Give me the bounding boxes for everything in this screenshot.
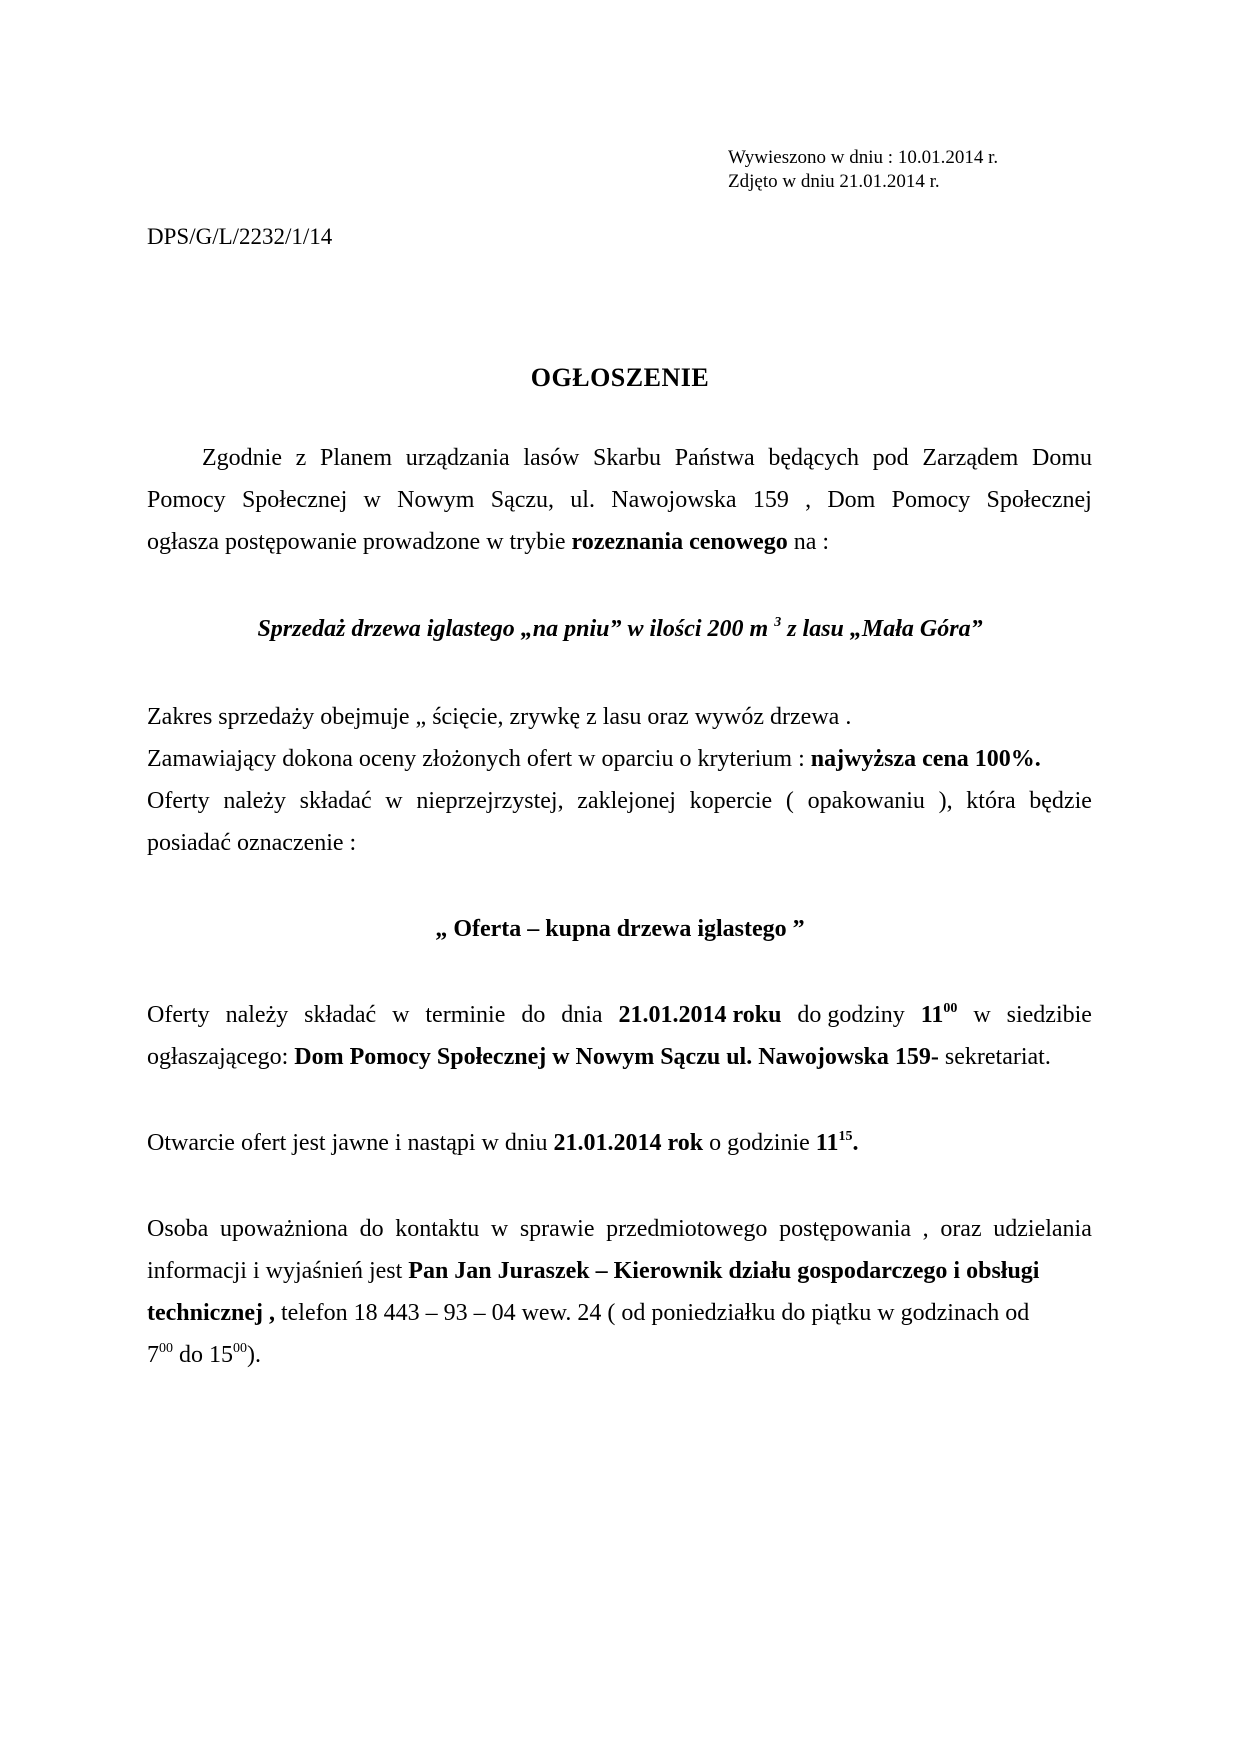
word: upoważniona — [219, 1216, 348, 1242]
opening-text: Otwarcie ofert jest jawne i nastąpi w dniu — [147, 1130, 554, 1156]
word: opakowaniu — [807, 788, 925, 814]
deadline-text-end: sekretariat. — [938, 1044, 1051, 1070]
hours-end: ). — [247, 1342, 261, 1368]
minute-superscript: 00 — [943, 1001, 958, 1016]
word: Pomocy — [147, 487, 226, 513]
word: w — [392, 1002, 410, 1028]
deadline-hour — [921, 1000, 958, 1030]
word: w — [363, 487, 381, 513]
contact-department-end: technicznej , — [147, 1300, 275, 1326]
contact-text: informacji i wyjaśnień jest — [147, 1258, 409, 1284]
word: należy — [223, 788, 286, 814]
contact-line-2 — [147, 1256, 1039, 1286]
intro-line-3 — [147, 527, 829, 557]
word: , — [805, 487, 812, 513]
word: Skarbu — [593, 445, 661, 471]
word: w — [490, 1216, 509, 1242]
word: 159 — [752, 487, 789, 513]
subject-superscript: 3 — [774, 615, 782, 630]
hours-from: 7 — [147, 1342, 159, 1368]
word: Społecznej — [986, 487, 1092, 513]
hour-value: 11 — [920, 1002, 944, 1028]
subject-text-end: z lasu „Mała Góra” — [781, 616, 983, 642]
contact-phone: telefon 18 443 – 93 – 04 wew. 24 ( od poniedziałku do piątku w godzinach od — [274, 1300, 1030, 1326]
scope-line-2 — [147, 744, 1041, 774]
scope-line-3 — [147, 786, 1092, 816]
word: siedzibie — [1006, 1002, 1092, 1028]
contact-line-1 — [147, 1214, 1092, 1244]
word: składać — [304, 1002, 377, 1028]
word: pod — [872, 445, 909, 471]
word: nieprzejrzystej, — [416, 788, 564, 814]
word: zaklejonej — [577, 788, 676, 814]
word: oraz — [940, 1216, 982, 1242]
deadline-line-1 — [147, 1000, 1092, 1030]
document-title: OGŁOSZENIE — [530, 363, 710, 392]
word: Nowym — [397, 487, 475, 513]
period: . — [852, 1130, 859, 1156]
word: dnia — [561, 1002, 603, 1028]
opening-hour — [816, 1130, 859, 1156]
procedure-type: rozeznania cenowego — [571, 529, 788, 555]
word: Oferty — [147, 1002, 210, 1028]
word: ul. — [570, 487, 595, 513]
word: Osoba — [147, 1216, 209, 1242]
word: ), — [938, 788, 953, 814]
word: Pomocy — [891, 487, 971, 513]
deadline-line-2 — [147, 1042, 1051, 1072]
sale-subject — [0, 616, 1240, 643]
deadline-text: ogłaszającego: — [147, 1044, 295, 1070]
word: Sączu, — [490, 487, 555, 513]
word: kopercie — [689, 788, 773, 814]
word: , — [922, 1216, 929, 1242]
deadline-hour-label: do godziny — [797, 1002, 905, 1028]
intro-line-1 — [202, 443, 1092, 473]
word: do — [359, 1216, 384, 1242]
criterion-value: najwyższa cena 100%. — [810, 746, 1041, 772]
word: należy — [225, 1002, 289, 1028]
word: składać — [299, 788, 372, 814]
hours-to: do 15 — [173, 1342, 233, 1368]
word: w — [973, 1002, 991, 1028]
removed-date: Zdjęto w dniu 21.01.2014 r. — [728, 171, 940, 192]
word: kontaktu — [395, 1216, 480, 1242]
word: Dom — [827, 487, 876, 513]
word: postępowania — [779, 1216, 912, 1242]
word: Państwa — [674, 445, 755, 471]
word: terminie — [425, 1002, 506, 1028]
word: lasów — [523, 445, 580, 471]
word: udzielania — [993, 1216, 1092, 1242]
word: która — [966, 788, 1016, 814]
word: Oferty — [147, 788, 210, 814]
intro-line-2 — [147, 485, 1092, 515]
envelope-marking: „ Oferta – kupna drzewa iglastego ” — [435, 916, 805, 942]
hours-from-superscript: 00 — [159, 1341, 173, 1356]
contact-line-3 — [147, 1298, 1029, 1328]
intro-text: ogłasza postępowanie prowadzone w trybie — [147, 529, 572, 555]
opening-line — [147, 1128, 858, 1158]
word: Zgodnie — [202, 445, 282, 471]
subject-text: Sprzedaż drzewa iglastego „na pniu” w ilości 200 m — [257, 616, 775, 642]
word: do — [521, 1002, 546, 1028]
word: Społecznej — [241, 487, 348, 513]
scope-line-4: posiadać oznaczenie : — [147, 830, 357, 856]
word: będzie — [1029, 788, 1092, 814]
word: Zarządem — [922, 445, 1019, 471]
word: Domu — [1031, 445, 1092, 471]
opening-date: 21.01.2014 rok — [553, 1130, 704, 1156]
word: sprawie — [519, 1216, 595, 1242]
hour-value: 11 — [815, 1130, 839, 1156]
word: Planem — [320, 445, 393, 471]
word: przedmiotowego — [606, 1216, 768, 1242]
scope-line-1: Zakres sprzedaży obejmuje „ ścięcie, zrywkę z lasu oraz wywóz drzewa . — [147, 704, 852, 730]
criterion-text: Zamawiający dokona oceny złożonych ofert w oparciu o kryterium : — [147, 746, 811, 772]
hours-to-superscript: 00 — [233, 1341, 247, 1356]
opening-text-mid: o godzinie — [703, 1130, 816, 1156]
minute-superscript: 15 — [838, 1129, 853, 1144]
word: Nawojowska — [611, 487, 737, 513]
word: będących — [768, 445, 859, 471]
posted-date: Wywieszono w dniu : 10.01.2014 r. — [728, 147, 999, 168]
deadline-date: 21.01.2014 roku — [618, 1002, 782, 1028]
contact-line-4 — [147, 1340, 261, 1370]
word: ( — [785, 788, 794, 814]
reference-number: DPS/G/L/2232/1/14 — [147, 224, 333, 249]
word: w — [385, 788, 403, 814]
submission-address: Dom Pomocy Społecznej w Nowym Sączu ul. Nawojowska 159- — [294, 1044, 939, 1070]
contact-person: Pan Jan Juraszek – Kierownik działu gospodarczego i obsługi — [408, 1258, 1040, 1284]
word: urządzania — [405, 445, 510, 471]
intro-text-end: na : — [787, 529, 830, 555]
word: z — [295, 445, 307, 471]
